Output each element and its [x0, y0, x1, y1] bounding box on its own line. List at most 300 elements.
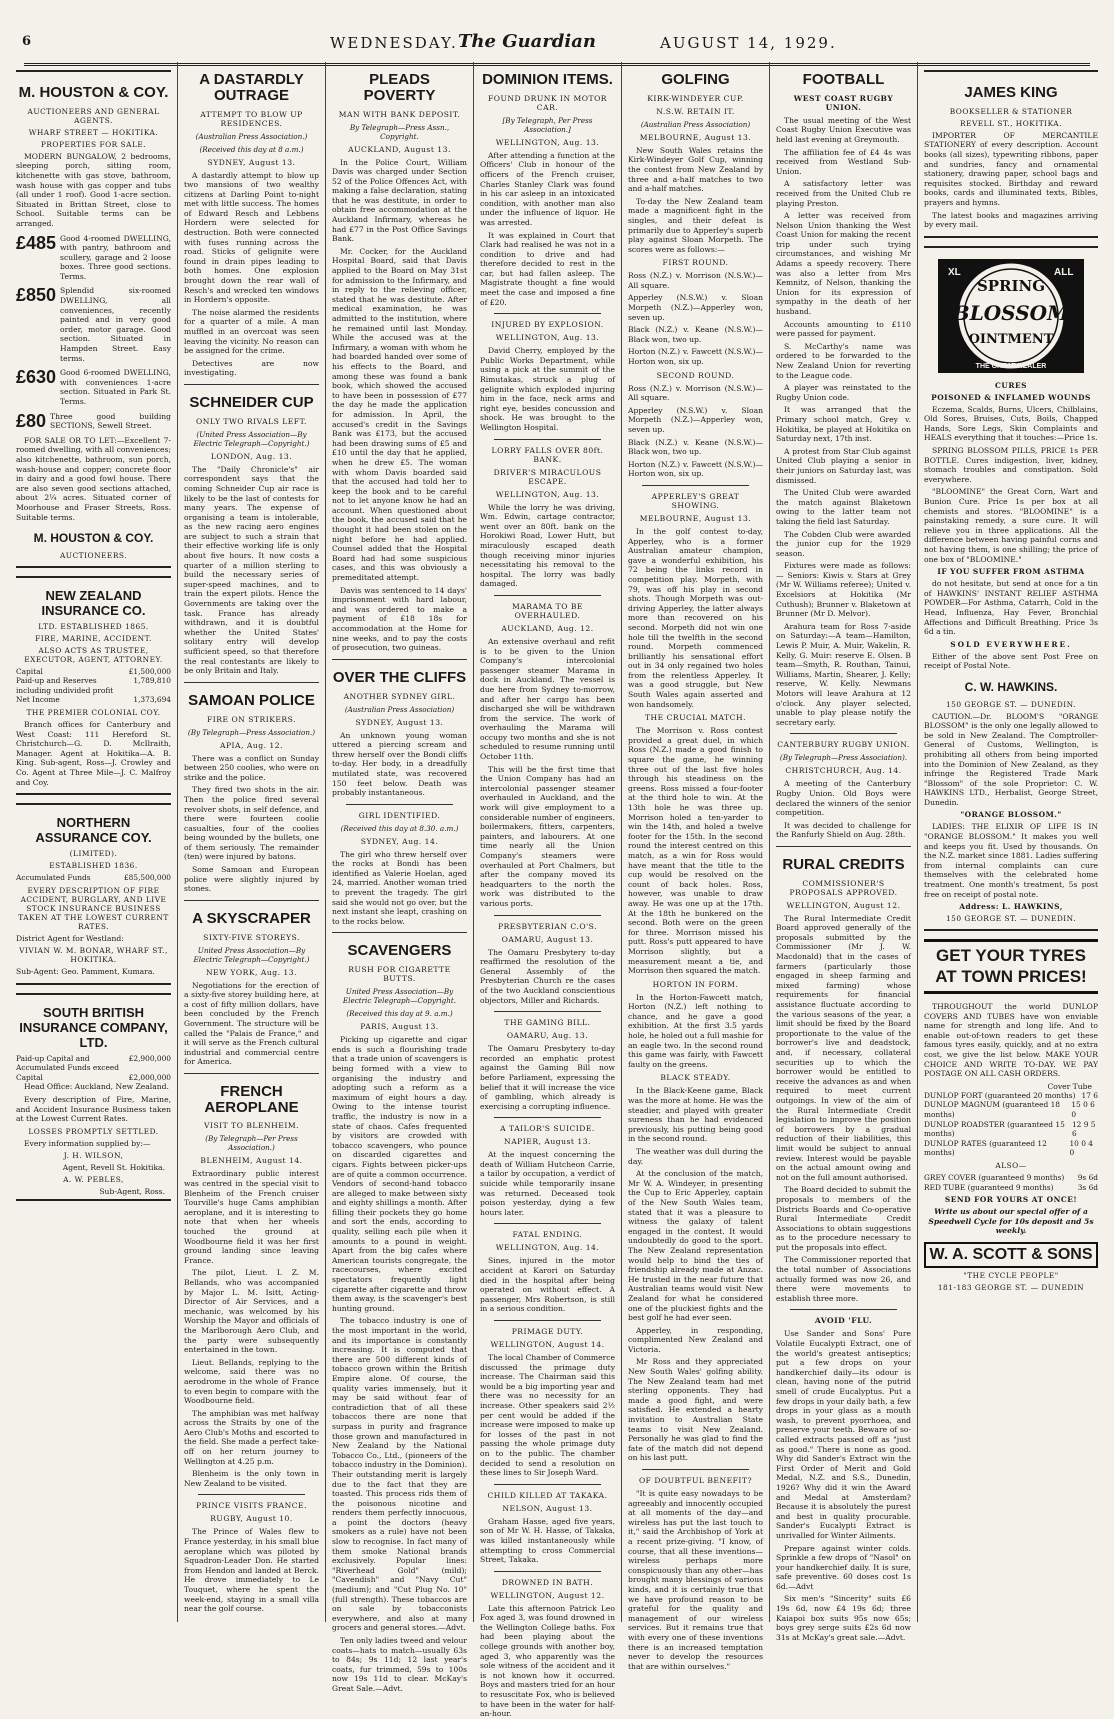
headline-football: FOOTBALL [802, 71, 885, 88]
sbi-capital [16, 1073, 171, 1083]
tyre-line [924, 1183, 1098, 1193]
address-line: Address: L. HAWKINS, [959, 902, 1063, 912]
houston-trade: AUCTIONEERS AND GENERAL AGENTS. [27, 106, 160, 125]
value: £2,000,000 [128, 1072, 171, 1082]
paragraph: The Board decided to submit the proposals to members of the Districts Boards and Co-operative Rural Intermediate Credit Associations to obtain suggestions as to the procedure necessary to put the proposals into effect. [776, 1185, 911, 1252]
subhead: AVOID 'FLU. [814, 1316, 873, 1326]
paragraph: CAUTION.—Dr. BLOOM'S "ORANGE BLOSSOM" is the only one legally allowed to be sold in New Zealand. The Comptroller-General of Customs, Wellington, is prohibiting all others from being imported into the Dominion of New Zealand, as they infringe the Registered Trade Mark "Blossom" of the sole Proprietor: C. W. HAWKINS LTD., Herbalist, George Street, Dunedin. [924, 711, 1098, 807]
na-limited: (LIMITED). [69, 849, 118, 858]
paragraph: Mr. Cocker, for the Auckland Hospital Board, said that Davis applied to the Board on May 31st for admission to the Infirmary, and in reply to the relieving officer, stated that he was destitute. After medical examination, he was admitted to the institution, where he remained until last Monday. While the accused was at the Infirmary, a woman with whom he had boarded handed over some of his effects to the Board, and among these was found a bank book, which showed the accused to have been in possession of £77 the day he made the application for admission. In April, the accused's credit in the Savings Bank was £173, but the accused had been drawing sums of £5 and £10 until the day that he applied, when he drew £5. The woman with whom Davis boarded said that the accused had told her to keep the book and to be careful not to let anyone know he had an account. When questioned about the book, the accused said that he thought it had been stolen on the night before he had applied. Counsel added that the Hospital Board had had some suspicious cases, and this was obviously a premeditated attempt. [332, 246, 467, 583]
spring-blossom-seal-icon [936, 257, 1086, 375]
seal-top-text: SPRING [976, 276, 1046, 295]
scott-heading: W. A. SCOTT & SONS [924, 1242, 1098, 1268]
paragraph: Detectives are now investigating. [184, 358, 319, 378]
paragraph: Lieut. Bellands, replying to the welcome, said there was no aerodrome in the whole of France to even begin to compare with the Woodbourne field. [184, 1357, 319, 1406]
paragraph: Accounts amounting to £110 were passed for payment. [776, 319, 911, 339]
paragraph: To-day the New Zealand team made a magnificent fight in the singles, and their defeat is primarily due to Apperley's superb play against Sloan Morpeth. The scores were as follows:— [628, 196, 763, 254]
dateline: OAMARU, Aug. 13. [506, 1031, 589, 1041]
masthead-date: AUGUST 14, 1929. [660, 34, 837, 52]
credit-line: (Australian Press Association) [344, 704, 455, 714]
credit-line: By Telegraph—Press Assn., Copyright. [349, 122, 450, 141]
dateline: PARIS, August 13. [360, 1022, 439, 1032]
column-7 [918, 62, 1104, 1622]
dateline: SYDNEY, Aug. 14. [360, 836, 439, 846]
king-heading: JAMES KING [964, 84, 1058, 101]
paragraph: David Cherry, employed by the Public Works Department, while using a pick at the summit of the Rimutakas, struck a plug of gelignite which exploded injuring him in the face, neck arms and right eye, besides concussion and shock. He was brought to the Wellington Hospital. [480, 346, 615, 432]
divider [332, 659, 467, 660]
headline-cliffs: OVER THE CLIFFS [332, 668, 467, 686]
property-text: Splendid six-roomed DWELLING, all conveniences, recently painted and in very good order, motor garage. Good section. Situated in Hampden Street. Easy terms. [60, 286, 171, 363]
label: Capital [16, 666, 43, 676]
result-line: Ross (N.Z.) v. Morrison (N.S.W.)—All square. [628, 383, 763, 403]
divider [184, 682, 319, 683]
tyre-name: DUNLOP ROADSTER (guaranteed 15 months) [924, 1119, 1065, 1139]
dateline: MELBOURNE, August 13. [639, 132, 752, 142]
nzi-capital [16, 667, 171, 677]
subhead: THE GAMING BILL. [504, 1018, 591, 1028]
nzi-lines: FIRE, MARINE, ACCIDENT. [35, 633, 152, 643]
south-british-ad [16, 993, 171, 1202]
divider [198, 1494, 305, 1495]
dateline: WELLINGTON, Aug. 13. [495, 333, 600, 343]
subhead: APPERLEY'S GREAT SHOWING. [651, 491, 740, 510]
hawkins-address: 150 GEORGE ST. — DUNEDIN. [945, 699, 1077, 709]
sbi-heading: SOUTH BRITISH INSURANCE COMPANY, LTD. [19, 1004, 168, 1050]
column-6 [770, 62, 918, 1642]
paragraph: The Oamaru Presbytery to-day reaffirmed the resolution of the General Assembly of the Presbyterian Church re the cases of the two Auckland conscientious objectors, Miller and Richards. [480, 947, 615, 1005]
credit-line: (By Telegraph—Press Association.) [187, 727, 316, 737]
paragraph: Eczema, Scalds, Burns, Ulcers, Chilblains, Old Sores, Bruises, Cuts, Boils, Chapped Hands, Sore Legs, Skin Complaints and HEALS everything that it touches:—Price 1s. [924, 404, 1098, 443]
tyre-name: DUNLOP RATES (guaranteed 12 months) [924, 1138, 1047, 1158]
subhead: FIRE ON STRIKERS. [207, 714, 296, 724]
seal-corner-text: XL [948, 266, 961, 278]
paragraph: Late this afternoon Patrick Leo Fox aged 3, was found drowned in the Wellington College baths. Fox had been playing about the college grounds with another boy, aged 3, who apparently was the sole witness of the accident and it is not known how it occurred. Boys and masters tried for an hour to resuscitate Fox, who is believed to have been in the water for half-an-hour. [480, 1603, 615, 1719]
na-established: ESTABLISHED 1836. [49, 861, 138, 870]
page-columns [10, 62, 1104, 1719]
sbi-every: Every description of Fire, Marine, and Accident Insurance Business taken at the Lowest Current Rates. [16, 1094, 171, 1124]
received-line: (Received this day at 8 a.m.) [199, 144, 304, 154]
asthma-heading: IF YOU SUFFER FROM ASTHMA [937, 567, 1085, 577]
subhead: BLACK STEADY. [660, 1073, 731, 1083]
label: Accumulated Funds [16, 873, 91, 882]
tyre-price: 10 0 4 0 [1069, 1138, 1093, 1158]
paragraph: In the Police Court, William Davis was charged under Section 52 of the Police Offences Act, with making a false declaration, stating that he was destitute, in order to obtain free accommodation at the Auckland Infirmary, whereas he had £77 in the Post Office Savings Bank. [332, 157, 467, 244]
subhead: MARAMA TO BE OVERHAULED. [512, 601, 583, 620]
paragraph: Apperley, in responding, complimented New Zealand and Victoria. [628, 1325, 763, 1354]
property-price: £485 [16, 232, 57, 253]
dateline: WELLINGTON, Aug. 14. [495, 1243, 600, 1253]
label: Paid-up and Reserves including undivided profit [16, 676, 114, 695]
hawkins-heading: C. W. HAWKINS. [964, 679, 1058, 694]
masthead [0, 0, 1114, 56]
dateline: WELLINGTON, August 12. [490, 1590, 605, 1600]
column-2 [178, 62, 326, 1622]
credit-line: United Press Association—By Electric Telegraph—Copyright. [342, 987, 457, 1006]
james-king-ad [924, 70, 1098, 238]
divider [494, 1320, 601, 1321]
headline-scavengers: SCAVENGERS [347, 942, 452, 960]
paragraph: Negotiations for the erection of a sixty-five storey building here, at a cost of fifty million dollars, have been concluded by the French Government. The structure will be called the "Palais de France," and it will serve as the French cultural industrial and commercial centre for America. [184, 980, 319, 1067]
masthead-day: WEDNESDAY. [330, 34, 458, 52]
value: £1,500,000 [128, 666, 171, 676]
divider [494, 1223, 601, 1224]
tyre-line [924, 1139, 1098, 1158]
seal-band-text: THE GREAT HEALER [975, 362, 1047, 370]
paragraph: The affiliation fee of £4 4s was received from Westland Sub-Union. [776, 147, 911, 176]
dateline: OAMARU, August 13. [501, 934, 594, 944]
offer-text: Write us about our special offer of a Speedwell Cycle for 10s deposit and 5s weekly. [928, 1207, 1094, 1236]
cover-tube-header: Cover Tube [1047, 1081, 1092, 1091]
let-ad: FOR SALE OR TO LET:—Excellent 7-roomed dwelling, with all conveniences; also kitchenette, bathroom, sun porch, wash-house and copper; concrete floor in dairy and a good fowl house. There are also seven good sections attached, about 2¼ acres. Situated corner of Moorhouse and Fraser Streets, Ross. Suitable terms. [16, 435, 171, 522]
result-line: Horton (N.Z.) v. Fawcett (N.S.W.)—Horton won, six up. [628, 347, 763, 367]
bungalow-ad: MODERN BUNGALOW, 2 bedrooms, sleeping porch, sitting room, kitchenette with gas stove, bathroom, wash house with gas copper and tubs (all under 1 roof). Good 1-acre section. Situated in Brittan Street, close to School. Suitable terms can be arranged. [16, 151, 171, 228]
divider [642, 485, 749, 486]
property-price: £80 [16, 410, 47, 431]
paragraph: The amphibian was met halfway across the Straits by one of the Aero Club's Moths and escorted to the field. She made a perfect take-off on her return journey to Wellington at 4.25 p.m. [184, 1408, 319, 1466]
tyre-name: DUNLOP FORT (guaranteed 20 months) [924, 1090, 1076, 1100]
dateline: NAPIER, August 13. [504, 1137, 591, 1147]
paragraph: After attending a function at the Officers' Club in honour of the officers of the French cruiser, Charles Stanley Clark was found in his car asleep in an intoxicated condition, with another man also under the influence of liquor. He was arrested. [480, 150, 615, 227]
nzi-agents: Branch offices for Canterbury and West Coast: 111 Hereford St. Christchurch—G. D. McIlraith, Manager. Agent at Hokitika—A. B. King. Sub-agent, Ross—J. Crowley and Co. Agent at Three Mile—J. C. Malfroy and Coy. [16, 719, 171, 787]
headline-dominion-items: DOMINION ITEMS. [482, 71, 613, 88]
paragraph: The Morrison v. Ross contest provided a great duel, in which Ross (N.Z.) made a good finish to square the game, he winning three out of the last five holes through his steadiness on the greens. Ross missed a four-footer at the third hole to win. At the 13th hole he was three up. Morrison holed a ten-yarder to win the 14th, and holed a twelve footer for the 15th. In the second round the interest centred on this match, as a win for Ross would have meant that the title to the cup would be resolved on the count of back holes. Ross, however, was unable to draw away. He was one up at the 17th. At the 18th he bunkered on the second. Both were on the green for three. Morrison missed his putt. Ross's putt appeared to have Morrison slightly, but a measurement meant a tie, and Morrison then squared the match. [628, 726, 763, 976]
paragraph: A dastardly attempt to blow up two mansions of two wealthy citizens at Darling Point to-night met with little success. The homes of Edward Resch and Lebbens Hordern were selected for destruction. Both were connected with fuses running across the road. Sticks of gelignite were found in drain pipes leading to both homes. One explosion brought down the rear wall of Resch's and wrecked ten windows in Hordern's opposite. [184, 170, 319, 305]
paragraph: While the lorry he was driving, Wm. Edwin, cartage contractor, went over an 80ft. bank on the Horokiwi Road, Lower Hutt, but miraculously escaped death though receiving minor injuries necessitating his removal to the hospital. The lorry was badly damaged. [480, 502, 615, 589]
sold-everywhere: SOLD EVERYWHERE. [950, 639, 1072, 649]
na-agent: VIVIAN W. M. BONAR, WHARF ST., HOKITIKA. [19, 946, 168, 965]
dateline: WELLINGTON, Aug. 13. [495, 137, 600, 147]
cures-heading: CURES [995, 380, 1027, 390]
paragraph: The latest books and magazines arriving by every mail. [924, 210, 1098, 230]
send-now: SEND FOR YOURS AT ONCE! [944, 1195, 1078, 1205]
tyres-heading: GET YOUR TYRES AT TOWN PRICES! [924, 939, 1098, 994]
round-heading: SECOND ROUND. [656, 370, 735, 380]
subhead: SIXTY-FIVE STOREYS. [203, 932, 300, 942]
tyre-name: GREY COVER (guaranteed 9 months) [924, 1172, 1065, 1182]
received-line: (Received this day at 8.30. a.m.) [340, 823, 459, 833]
value: £85,500,000 [123, 873, 171, 882]
paragraph: THROUGHOUT the world DUNLOP COVERS AND TUBES have won enviable name for strength and long life. And to enable out-of-town readers to get these famous tyres easily, quickly, and at no extra cost, we give the list below. MAKE YOUR CHOICE AND WRITE TO-DAY. WE PAY POSTAGE ON ALL CASH ORDERS. [924, 1002, 1098, 1079]
divider [184, 384, 319, 385]
na-funds [16, 873, 171, 883]
divider [332, 932, 467, 933]
headline-poverty: PLEADS POVERTY [363, 71, 436, 104]
sbi-agent-2: A. W. PEBLES, [63, 1175, 124, 1185]
subhead: OF DOUBTFUL BENEFIT? [638, 1476, 753, 1485]
subhead: THE CRUCIAL MATCH. [644, 713, 747, 723]
paragraph: At the inquest concerning the death of William Hutcheon Carrie, a tailor by occupation, a verdict of suicide while temporarily insane was returned. Deceased took poison yesterday, dying a few hours later. [480, 1150, 615, 1217]
result-line: Apperley (N.S.W.) v. Sloan Morpeth (N.Z.)—Apperley won, seven up. [628, 405, 763, 434]
tyre-line [924, 1100, 1098, 1119]
subhead: LORRY FALLS OVER 80ft. BANK. [491, 445, 604, 464]
paragraph: S. McCarthy's name was ordered to be forwarded to the New Zealand Union for reverting to the League code. [776, 341, 911, 380]
paragraph: Use Sander and Sons' Pure Volatile Eucalypti Extract, one of the world's greatest antiseptics; put a few drops on your handkerchief daily—its odour is clean, having none of the putrid smell of crude Eucalyptus. Put a few drops in your daily bath, a few drops in your glass as a mouth wash, to prevent pyorrhoea, and preserve your teeth. Beware of so-called extracts passed off as "just as good." There is none as good. Why did Sander's Extract win the First Order of Merit and Gold Medal, N.Z. and S.S., Dunedin, 1926? Why did it win the Award and Medal at Amsterdam? Because it is absolutely the purest and best in quality procurable. Sander's Eucalypti Extract is unrivalled for Winter Ailments. [776, 1329, 911, 1540]
headline-outrage: A DASTARDLY OUTRAGE [199, 71, 304, 104]
property-listing [16, 368, 171, 406]
na-heading: NORTHERN ASSURANCE COY. [35, 815, 152, 846]
dateline: RUGBY, August 10. [210, 1514, 293, 1524]
sbi-paid [16, 1054, 171, 1073]
subhead: DRIVER'S MIRACULOUS ESCAPE. [493, 467, 602, 486]
nzi-acts: ALSO ACTS AS TRUSTEE, EXECUTOR, AGENT, ATTORNEY. [24, 645, 163, 664]
paragraph: There was a conflict on Sunday between 250 coolies, who were on strike and the police. [184, 753, 319, 782]
round-heading: FIRST ROUND. [662, 258, 729, 268]
divider [790, 1309, 897, 1310]
divider [494, 1117, 601, 1118]
subhead: MAN WITH BANK DEPOSIT. [338, 109, 461, 119]
seal-mid-text: BLOSSOM [952, 300, 1070, 325]
dateline: WELLINGTON, Aug. 13. [495, 489, 600, 499]
column-3 [326, 62, 474, 1693]
dateline: LONDON, Aug. 13. [210, 451, 293, 461]
label: Net Income [16, 695, 60, 705]
subhead: FOUND DRUNK IN MOTOR CAR. [487, 93, 608, 112]
subhead: ONLY TWO RIVALS LEFT. [196, 416, 307, 426]
paragraph: An unknown young woman uttered a piercing scream and threw herself over the Bondi cliffs to-day. Her body, in a dreadfully mutilated state, was recovered 150 feet below. Death was probably instantaneous. [332, 730, 467, 798]
property-listing [16, 286, 171, 363]
divider [494, 595, 601, 596]
subhead: DROWNED IN BATH. [501, 1577, 594, 1587]
paragraph: The tobacco industry is one of the most important in the world, and its importance is constantly increasing. It is computed that there are 500 different kinds of tobacco grown within the British Empire alone. Of course, the quality varies immensely, but it may be said without fear of contradiction that of all these tobaccos there are none that surpass in purity and fragrance those grown and manufactured in New Zealand by the National Tobacco Co., Ltd., (pioneers of the tobacco industry in the Dominion). Their outstanding merit is largely due to the fact that they are toasted. This process rids them of the poisonous nicotine and renders them perfectly innocuous, a point the doctors (heavy smokers as a rule) have not been slow to recognise. In fact many of them smoke National brands exclusively. Popular lines: "Riverhead Gold" (mild); "Cavendish" and "Navy Cut" (medium); and "Cut Plug No. 10" (full strength). These tobaccos are on sale by tobacconists everywhere, and also at many grocers and general stores.—Advt. [332, 1316, 467, 1633]
paragraph: The Oamaru Presbytery to-day recorded an emphatic protest against the Gaming Bill now before Parliament, expressing the belief that it will increase the vice of gambling, which already is exercising a corrupting influence. [480, 1044, 615, 1111]
sbi-agent-1: J. H. WILSON, [63, 1151, 124, 1161]
paragraph: Fixtures were made as follows:— Seniors: Kiwis v. Stars at Grey (Mr W. Williams referee); United v. Excelsiors at Hokitika (Mr Cuthush); Brunner v. Blaketown at Brunner (Mr D. Melvor). [776, 561, 911, 619]
nzi-colonial: THE PREMIER COLONIAL COY. [26, 707, 161, 717]
subhead: ATTEMPT TO BLOW UP RESIDENCES. [200, 109, 303, 128]
divider [494, 1571, 601, 1572]
divider [776, 846, 911, 847]
paragraph: Picking up cigarette and cigar ends is such a flourishing trade that a trade union of scavengers is being formed with a view to organising the industry and adopting such a reform as a maximum of eight hours a day. Owing to the intense tourist traffic, the industry is now in a state of chaos. Cafes frequented by visitors are crowded with tobacco scavengers, who pounce on discarded cigarettes and cigars. Fights between picker-ups are of quite a common occurrence. Vendors of second-hand tobacco are alleged to make between sixty and eighty shillings a month. After filling their pockets they go home and sort the ends, according to quality, selling each pile when it amounts to a pound in weight. Apart from the big cafes where American tourists congregate, the racecourses, where excited spectators frequently light cigarette after cigarette and throw them away, is the scavenger's best hunting ground. [332, 1035, 467, 1313]
tyre-price: 15 0 6 0 [1071, 1100, 1095, 1119]
divider [494, 1011, 601, 1012]
paragraph: Blenheim is the only town in New Zealand to be visited. [184, 1469, 319, 1488]
na-description: EVERY DESCRIPTION OF FIRE ACCIDENT, BURGLARY, AND LIVE STOCK INSURANCE BUSINESS TAKEN AT THE LOWEST CURRENT RATES. [18, 885, 169, 931]
paragraph: Either of the above sent Post Free on receipt of Postal Note. [924, 651, 1098, 671]
column-1 [10, 62, 178, 1622]
paragraph: Graham Hasse, aged five years, son of Mr W. H. Hasse, of Takaka, was killed instantaneously while attempting to cross Commercial Street, Takaka. [480, 1516, 615, 1565]
sbi-agent-2-role: Sub-Agent, Ross. [99, 1187, 165, 1197]
tyre-price: 12 9 5 6 [1071, 1119, 1096, 1139]
page-number: 6 [22, 34, 32, 49]
property-listing [16, 234, 171, 282]
paragraph: In the golf contest to-day, Apperley, who is a former Australian amateur champion, gave a wonderful exhibition, his 72 being the links record in competition play. Morpeth, with 79, was off his play in second shots. Though Morpeth was out-driving Apperley, the latter always more than recovered on his second. Morpeth did not win one hole till the twelfth in the second round. Morpeth commenced brilliantly his sensational effort out in 34 only regained two holes from the relentless Apperley. It was a good struggle, but New South Wales again asserted and won handsomely. [628, 526, 763, 709]
na-subagent: Sub-Agent: Geo. Pamment, Kumara. [16, 967, 155, 977]
subhead: PRESBYTERIAN C.O'S. [497, 921, 597, 931]
subhead: KIRK-WINDEYER CUP. [647, 93, 744, 103]
subhead: RUSH FOR CIGARETTE BUTTS. [348, 965, 451, 984]
paragraph: do not hesitate, but send at once for a tin of HAWKINS' INSTANT RELIEF ASTHMA POWDER—For Asthma, Catarrh, Cold in the Head, Influenza, Hay Fever, Bronchial Affections and Difficult Breathing. Price 3s 6d a tin. [924, 579, 1098, 637]
column-5 [622, 62, 770, 1671]
value: 1,789,810 [133, 676, 171, 686]
paragraph: In the Horton-Fawcett match, Horton (N.Z.) left nothing to chance, and he gave a good exhibition. At the first 3.5 yards hole, he holed out a full mashie for an eagle two. In the second round this game was fairly, with Fawcett faulty on the greens. [628, 992, 763, 1069]
divider [494, 439, 601, 440]
credit-line: (By Telegraph—Per Press Association.) [205, 1134, 298, 1153]
property-text: Good 4-roomed DWELLING, with pantry, bathroom and scullery, garage and 2 loose boxes. Three good sections. Terms. [60, 233, 171, 281]
headline-schneider: SCHNEIDER CUP [189, 393, 314, 411]
divider [184, 1073, 319, 1074]
value: £2,900,000 [128, 1053, 171, 1063]
paragraph: The Cobden Club were awarded the junior cup for the 1929 season. [776, 529, 911, 558]
na-agent-label: District Agent for Westland: [16, 933, 124, 943]
tyre-line [924, 1173, 1098, 1183]
properties-heading: PROPERTIES FOR SALE. [40, 139, 147, 149]
subhead: FATAL ENDING. [512, 1230, 583, 1240]
tyre-name: RED TUBE (guaranteed 9 months) [924, 1182, 1054, 1192]
divider [494, 313, 601, 314]
scott-sub: "THE CYCLE PEOPLE" [963, 1270, 1059, 1280]
paragraph: Arahura team for Ross 7-aside on Saturday:—A team—Hamilton, Lewis P. Muir, A. Muir, Wakelin, R. Kelly, G. Muir: reserve E. Olsen. B team—Smyth, R. Routhan, Tainui, Williams, Martin, Shearer, J. Kelly; reserve, W. Kelly. Newmans Motors will leave Arahura at 12 o'clock. Any player selected, unable to play please notify the secretary early. [776, 621, 911, 727]
credit-line: [By Telegraph, Per Press Association.] [502, 115, 593, 134]
sbi-agent-1-role: Agent, Revell St. Hokitika. [62, 1163, 165, 1173]
tyre-price: 17 6 [1081, 1090, 1098, 1100]
spring-blossom-ad [924, 246, 1098, 932]
address-line-2: 150 GEORGE ST. — DUNEDIN. [945, 914, 1077, 924]
dateline: AUCKLAND, August 13. [348, 144, 451, 154]
property-price: £850 [16, 285, 57, 306]
credit-line: (By Telegraph—Press Association). [779, 753, 908, 763]
paragraph: They fired two shots in the air. Then the police fired several revolver shots, in self defence, and there were fourteen coolie casualties, four of the coolies being wounded by the bullets, one of them seriously. The remainder (ten) were injured by batons. [184, 785, 319, 862]
paragraph: The United Club were awarded the match against Blaketown owing to the latter team not taking the field last Saturday. [776, 488, 911, 526]
paragraph: It was explained in Court that Clark had realised he was not in a condition to drive and had therefore decided to rest in the car, but had fallen asleep. The Magistrate thought a fine would meet the case and imposed a fine of £20. [480, 230, 615, 307]
result-line: Horton (N.Z.) v. Fawcett (N.S.W.)—Horton won, six up. [628, 459, 763, 479]
paragraph: The weather was dull during the day. [628, 1147, 763, 1166]
paragraph: New South Wales retains the Kirk-Windeyer Golf Cup, winning the contest from New Zealand by three and a-half matches to two and a-half matches. [628, 145, 763, 194]
paragraph: Prepare against winter colds. Sprinkle a few drops of "Nasol" on your handkerchief daily. It is sure, safe preventive. 60 doses cost 1s 6d.—Advt [776, 1543, 911, 1591]
tyre-line [924, 1120, 1098, 1139]
credit-line: (Australian Press Association.) [195, 131, 308, 141]
paragraph: A player was reinstated to the Rugby Union code. [776, 383, 911, 402]
subhead: ANOTHER SYDNEY GIRL. [343, 691, 456, 701]
subhead: CHILD KILLED AT TAKAKA. [487, 1490, 608, 1500]
paragraph: A protest from Star Club against United Club playing a senior in their juniors on Saturday last, was dismissed. [776, 446, 911, 485]
paragraph: Six men's "Sincerity" suits £6 19s 6d, now £4 19s 6d; three Kaiapoi box suits 95s now 65s; boys grey serge suits £2s 6d now 31s at McKay's great sale.—Advt. [776, 1594, 911, 1642]
headline-skyscraper: A SKYSCRAPER [192, 909, 311, 927]
subhead: N.S.W. RETAIN IT. [656, 106, 735, 116]
subhead: CANTERBURY RUGBY UNION. [777, 740, 910, 750]
result-line: Black (N.Z.) v. Keane (N.S.W.)—Black won, two up. [628, 437, 763, 457]
subhead: HORTON IN FORM. [652, 979, 739, 989]
property-listing [16, 412, 171, 431]
paragraph: The usual meeting of the West Coast Rugby Union Executive was held last evening at Greymouth. [776, 115, 911, 144]
dateline: APIA, Aug. 12. [219, 740, 284, 750]
subhead: VISIT TO BLENHEIM. [203, 1121, 300, 1131]
paragraph: LADIES: THE ELIXIR OF LIFE IS IN "ORANGE BLOSSOM." It makes you well and keeps you fit. Used by thousands. On the N.Z. market since 1881. Ladies suffering from internal complaints can cure themselves with the celebrated home treatment. One month's treatment, 5s post free on receipt of postal note. [924, 822, 1098, 899]
dateline: WELLINGTON, August 12. [786, 900, 901, 910]
dateline: MELBOURNE, August 13. [639, 513, 752, 523]
credit-line: (United Press Association—By Electric Telegraph—Copyright.) [193, 429, 310, 448]
paragraph: The pilot, Lieut. I. Z. M. Bellands, who was accompanied by Major L. M. Isitt, Acting-Director of Air Services, and a mechanic, was welcomed by his Worship the Mayor and officials of the Marlborough Aero Club, and the party were subsequently entertained in the town. [184, 1268, 319, 1355]
houston-heading-2: M. HOUSTON & COY. [33, 531, 154, 546]
paragraph: The Commissioner reported that the total number of Associations actually formed was now 26, and there were movements to establish three more. [776, 1255, 911, 1303]
value: 1,373,694 [133, 695, 171, 705]
subhead: PRIMAGE DUTY. [511, 1327, 584, 1336]
divider [494, 1484, 601, 1485]
divider [790, 733, 897, 734]
paragraph: The girl who threw herself over the rocks at Bondi has been identified as Valerie Hoelan, aged 24, married. Another woman tried to prevent the tragedy. The girl said she would not go over, but the next instant she leapt, crashing on to the rocks below. [332, 849, 467, 926]
headline-french-aeroplane: FRENCH AEROPLANE [204, 1082, 299, 1116]
subhead: WEST COAST RUGBY UNION. [793, 93, 894, 112]
orange-blossom-heading: "ORANGE BLOSSOM." [960, 810, 1062, 820]
column-4 [474, 62, 622, 1719]
subhead: A TAILOR'S SUICIDE. [500, 1124, 595, 1134]
credit-line: United Press Association—By Electric Telegraph—Copyright.) [193, 945, 310, 964]
paragraph: Sines, injured in the motor accident at Karori on Saturday died in the hospital after being operated on without effect. A passenger, Mrs Robertson, is still in a serious condition. [480, 1256, 615, 1314]
divider [642, 1469, 749, 1470]
headline-samoan: SAMOAN POLICE [188, 691, 315, 709]
also-label: ALSO— [995, 1160, 1027, 1170]
paragraph: "It is quite easy nowadays to be agreeably and innocently occupied at all moments of the day—and wireless has put the last touch to it," said the Archbishop of York at a recent prize-giving. "I know, of course, that all these inventions—wireless perhaps more conspicuously than any other—has brought many blessings of various kinds, and it is certainly true that we have profound reason to be grateful for the quality and management of our wireless services. But it remains true that with every one of these inventions there is an increased temptation never to develop the resources that are within ourselves." [628, 1489, 763, 1671]
king-address: REVELL ST., HOKITIKA. [959, 118, 1062, 128]
paragraph: Ten only ladies tweed and velour coats—hats to match—usually 63s to 84s; 9s 11d; 12 last year's coats, fur trimmed, 59s to 100s now 19s 11d to clear. McKay's Great Sale.—Advt. [332, 1636, 467, 1693]
houston-heading: M. HOUSTON & COY. [18, 84, 169, 101]
seal-corner-text: ALL [1054, 266, 1074, 278]
property-text: Three good building SECTIONS, Sewell Street. [50, 411, 171, 431]
cures-line: POISONED & INFLAMED WOUNDS [931, 392, 1091, 402]
label: Paid-up Capital and Accumulated Funds exceed [16, 1053, 120, 1073]
subhead: COMMISSIONER'S PROPOSALS APPROVED. [789, 878, 898, 897]
result-line: Black (N.Z.) v. Keane (N.S.W.)—Black won, two up. [628, 325, 763, 344]
paragraph: The noise alarmed the residents for a quarter of a mile. A man muffled in an overcoat was seen leaving the vicinity. No reason can be assigned for the crime. [184, 307, 319, 356]
paragraph: Some Samoan and European police were slightly injured by stones. [184, 865, 319, 894]
paragraph: At the conclusion of the match, Mr W. A. Windeyer, in presenting the Cup to Eric Apperley, captain of the New South Wales team, stated that it was a pleasure to witness the galaxy of talent engaged in the contest. It would undoubtedly do good to the sport. The New Zealand representation would help to bind the ties of friendship already made at Anzac. He trusted in the near future that Australian teams would visit New Zealand for what he considered one of the pluckiest fights and the best golf he had ever seen. [628, 1169, 763, 1323]
nzi-income [16, 695, 171, 705]
dateline: SYDNEY, August 13. [355, 717, 444, 727]
nz-insurance-ad [16, 576, 171, 795]
subhead: INJURED BY EXPLOSION. [491, 320, 604, 330]
divider [494, 915, 601, 916]
dateline: NEW YORK, Aug. 13. [205, 967, 297, 977]
dateline: NELSON, August 13. [502, 1503, 593, 1513]
houston-ad [16, 70, 171, 568]
paragraph: An extensive overhaul and refit is to be given to the Union Company's intercolonial passenger steamer Marama in dock in Auckland. The vessel is due here from Sydney to-morrow, and after her cargo has been discharged she will be withdrawn from the service. The work of overhauling the Marama will occupy two months and she is not scheduled to resume running until October 11th. [480, 636, 615, 762]
nzi-established: LTD. ESTABLISHED 1865. [38, 621, 149, 631]
subhead: PRINCE VISITS FRANCE. [196, 1501, 307, 1511]
scott-address: 181-183 GEORGE ST. — DUNEDIN [937, 1282, 1085, 1292]
paragraph: Davis was sentenced to 14 days' imprisonment with hard labour, and was ordered to make a payment of £18 18s for accommodation at the Home for nine weeks, and to pay the costs of prosecution, two guineas. [332, 585, 467, 653]
northern-assurance-ad [16, 803, 171, 985]
tyre-price: 3s 6d [1077, 1182, 1098, 1192]
paragraph: IMPORTER OF MERCANTILE STATIONERY of every description. Account books (all sizes), typewriting ribbons, paper and sundries, fancy and ornamental stationery, drawing paper, school bags and requisites stocked. Birthday and reward books, cards and illuminated texts, Bibles, prayers and hymns. [924, 130, 1098, 207]
paragraph: It was arranged that the Primary school match, Grey v. Hokitika, be played at Hokitika on Saturday next, 17th inst. [776, 405, 911, 444]
paragraph: A meeting of the Canterbury Rugby Union. Old Boys were declared the winners of the senior competition. [776, 779, 911, 818]
paragraph: This will be the first time that the Union Company has had an intercolonial passenger steamer overhauled in Auckland, and the work will give employment to a considerable number of engineers, boilermakers, fitters, carpenters, painters, and labourers. At one time nearly all the Union Company's steamers were overhauled at Port Chalmers, but after the company moved its headquarters to the north the work was distributed to the various ports. [480, 764, 615, 908]
headline-rural-credits: RURAL CREDITS [782, 855, 905, 873]
sbi-info: Every information supplied by:— [24, 1138, 151, 1148]
paragraph: SPRING BLOSSOM PILLS, PRICE 1s PER BOTTLE. Cures indigestion, liver, kidney, stomach troubles and constipation. Sold everywhere. [924, 446, 1098, 484]
tyre-line [924, 1091, 1098, 1101]
property-price: £630 [16, 367, 57, 388]
dateline: SYDNEY, August 13. [207, 157, 296, 167]
houston-trade-2: AUCTIONEERS. [59, 550, 128, 560]
paragraph: In the Black-Keene game, Black was the more at home. He was the steadier, and played with greater sureness than he had evidenced previously, his putting being good in the second round. [628, 1086, 763, 1144]
sbi-losses: LOSSES PROMPTLY SETTLED. [28, 1126, 159, 1136]
sbi-office: Head Office: Auckland, New Zealand. [24, 1082, 169, 1092]
paragraph: A satisfactory letter was received from the United Club re playing Preston. [776, 179, 911, 208]
paragraph: Extraordinary public interest was centred in the special visit to Blenheim of the French cruiser Tourville's huge Cams amphibian aeroplane, and it is interesting to note that when her wheels touched the ground at Woodbourne field it was her first ground landing since leaving France. [184, 1169, 319, 1265]
property-text: Good 6-roomed DWELLING, with conveniences 1-acre section. Situated in Park St. Terms. [60, 368, 171, 406]
paragraph: The Rural Intermediate Credit Board approved generally of the proposals submitted by the Commissioner (Mr J. W. Macdonald) that in the cases of farmers (particularly those engaged in sheep farming and mixed farming) whose requirements for financial assistance fluctuate according to the various seasons of the year, a limit should be fixed by the Board proportionate to the value of the borrower's live and deadstock, and, if necessary, collateral securities up to which the borrower would be entitled to receive the advances as and when required to meet current outgoings. In view of the aim of the Rural Intermediate Credit legislation to improve the position of borrowers by a gradual reduction of their liabilities, this limit would be subject to annual review. Interest would be payable on the actual amount owing and not on the full amount authorised. [776, 913, 911, 1182]
houston-address: WHARF STREET — HOKITIKA. [28, 127, 159, 137]
paragraph: Mr Ross and they appreciated New South Wales' golfing ability. The New Zealand team had met sterling opponents. They had made a good fight, and were satisfied. He extended a hearty invitation to Australian State teams to visit New Zealand. Personally he was glad to find the fate of the match did not depend on his last putt. [628, 1357, 763, 1463]
nzi-reserves [16, 676, 171, 695]
paragraph: The local Chamber of Commerce discussed the primage duty increase. The Chairman said this would be a big importing year and there was no necessity for an increase. Other speakers said 2½ per cent would be added if the increase were imposed to make up for losses of the past in not passing the whole primage duty on to the public. The chamber decided to send a resolution on these lines to Sir Joseph Ward. [480, 1353, 615, 1478]
paragraph: The "Daily Chronicle's" air correspondent says that the coming Schneider Cup air race is likely to be the last of contests for many years. The expense of organising a team is intolerable, as the new racing aero engines are subject to such a strain that their effective working life is only about five hours. It now costs a quarter of a million sterling to build the necessary series of super-speed machines, and to train the expert pilots. Hence the Governments are taking over the task. France has already withdrawn, and it is doubtful whether the United States' solitary entry will develop sufficient speed, so that therefore the real contestants are likely to be only Britain and Italy. [184, 464, 319, 676]
result-line: Ross (N.Z.) v. Morrison (N.S.W.)—All square. [628, 271, 763, 290]
nzi-heading: NEW ZEALAND INSURANCE CO. [41, 587, 146, 618]
paragraph: A letter was received from Nelson Union thanking the West Coast Union for making the recent trip under such trying circumstances, and wishing Mr Adams a speedy recovery. There was also a letter from Mrs Kemnitz, of Nelson, thanking the Union for its expression of sympathy in the death of her husband. [776, 211, 911, 317]
dateline: AUCKLAND, Aug. 12. [501, 623, 594, 633]
dateline: BLENHEIM, August 14. [200, 1156, 303, 1166]
